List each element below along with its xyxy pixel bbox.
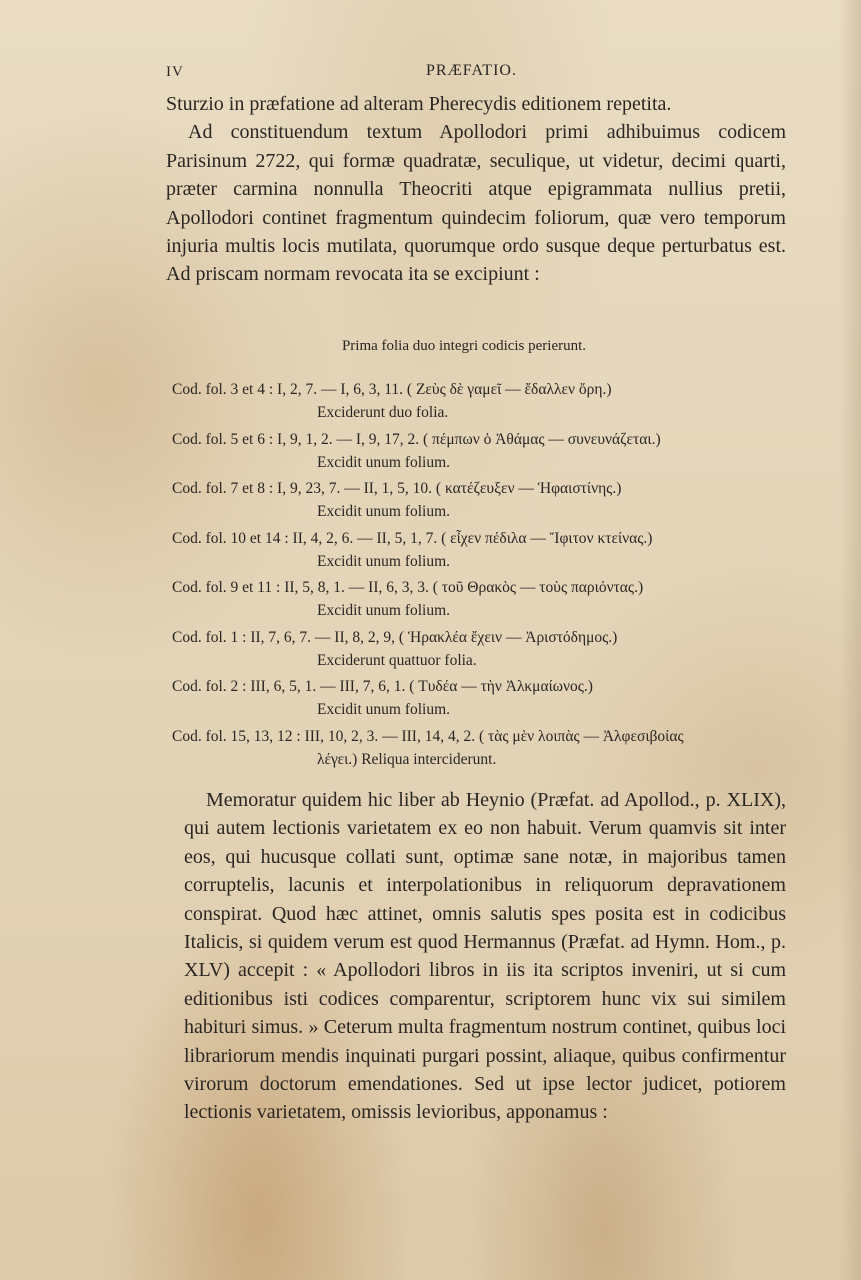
codex-line: Cod. fol. 1 : II, 7, 6, 7. — II, 8, 2, 9, ( Ἡρακλέα ἔχειν — Ἀριστόδημος.) [172, 628, 618, 646]
codex-note: Exciderunt quattuor folia. [317, 651, 477, 669]
codex-entry [172, 626, 792, 676]
codex-entry [172, 725, 792, 775]
codex-line: Cod. fol. 5 et 6 : I, 9, 1, 2. — I, 9, 17, 2. ( πέμπων ὁ Ἀθάμας — συνευνάζεται.) [172, 430, 661, 448]
codex-note: λέγει.) Reliqua interciderunt. [317, 750, 497, 768]
codex-line: Cod. fol. 7 et 8 : I, 9, 23, 7. — II, 1, 5, 10. ( κατέζευξεν — Ἡφαιστίνης.) [172, 480, 622, 497]
codex-entry [172, 527, 792, 577]
codex-entry [172, 477, 792, 527]
codex-line: Cod. fol. 15, 13, 12 : III, 10, 2, 3. — III, 14, 4, 2. ( τὰς μὲν λοιπὰς — Ἀλφεσιβοίας [172, 727, 684, 745]
intro-paragraph-block [166, 90, 786, 289]
intro-paragraph: Ad constituendum textum Apollodori primi adhibuimus codicem Parisinum 2722, qui formæ quadratæ, seculique, ut videtur, decimi quarti, præter carmina nonnulla Theocriti atque epigrammata nullius pretii, Apollodori continet fragmentum quindecim foliorum, quæ vero temporum injuria multis locis mutilata, quorumque ordo susque deque perturbatus est. Ad priscam normam revocata ita se excipiunt : [166, 121, 786, 286]
codex-entry [172, 378, 792, 428]
codex-note: Excidit unum folium. [317, 453, 451, 471]
codex-note: Excidit unum folium. [317, 503, 451, 520]
memoratur-paragraph-block [184, 786, 786, 1127]
codex-entry [172, 428, 792, 478]
continuation-line: Sturzio in præfatione ad alteram Pherecydis editionem repetita. [166, 93, 672, 115]
page-edge-shadow [839, 0, 861, 1280]
codex-entry [172, 576, 792, 626]
codex-intro-note: Prima folia duo integri codicis perierunt. [341, 338, 587, 354]
codex-folio-list [172, 378, 792, 774]
codex-line: Cod. fol. 9 et 11 : II, 5, 8, 1. — II, 6, 3, 3. ( τοῦ Θρακὸς — τοὺς παριόντας.) [172, 579, 644, 596]
codex-line: Cod. fol. 2 : III, 6, 5, 1. — III, 7, 6, 1. ( Τυδέα — τὴν Ἀλκμαίωνος.) [172, 678, 593, 695]
codex-entry [172, 675, 792, 725]
page-number: IV [166, 64, 184, 80]
running-title: PRÆFATIO. [426, 62, 517, 79]
codex-note: Excidit unum folium. [317, 552, 451, 570]
codex-line: Cod. fol. 3 et 4 : I, 2, 7. — I, 6, 3, 11. ( Ζεὺς δὲ γαμεῖ — ἔδαλλεν ὄρη.) [172, 381, 612, 398]
memoratur-paragraph: Memoratur quidem hic liber ab Heynio (Præfat. ad Apollod., p. XLIX), qui autem lectionis varietatem ex eo non habuit. Verum quamvis sit inter eos, qui hucusque collati sunt, optimæ sane notæ, in majoribus tamen corruptelis, lacunis et interpolationibus in reliquorum depravationem conspirat. Quod hæc attinet, omnis salutis spes posita est in codicibus Italicis, si quidem verum est quod Hermannus (Præfat. ad Hymn. Hom., p. XLV) accepit : « Apollodori libros in iis ita scriptos inveniri, ut si cum editionibus isti codices comparentur, scriptorem hunc vix sui similem habituri simus. » Ceterum multa fragmentum nostrum continet, quibus loci librariorum mendis inquinati purgari possint, aliaque, quibus confirmentur virorum doctorum emendationes. Sed ut ipse lector judicet, potiorem lectionis varietatem, omissis levioribus, apponamus : [184, 789, 786, 1124]
codex-note: Excidit unum folium. [317, 602, 451, 619]
codex-line: Cod. fol. 10 et 14 : II, 4, 2, 6. — II, 5, 1, 7. ( εἶχεν πέδιλα — Ἴφιτον κτείνας.) [172, 529, 653, 547]
codex-note: Excidit unum folium. [317, 701, 451, 718]
codex-note: Exciderunt duo folia. [317, 404, 449, 421]
page-header [166, 62, 786, 86]
